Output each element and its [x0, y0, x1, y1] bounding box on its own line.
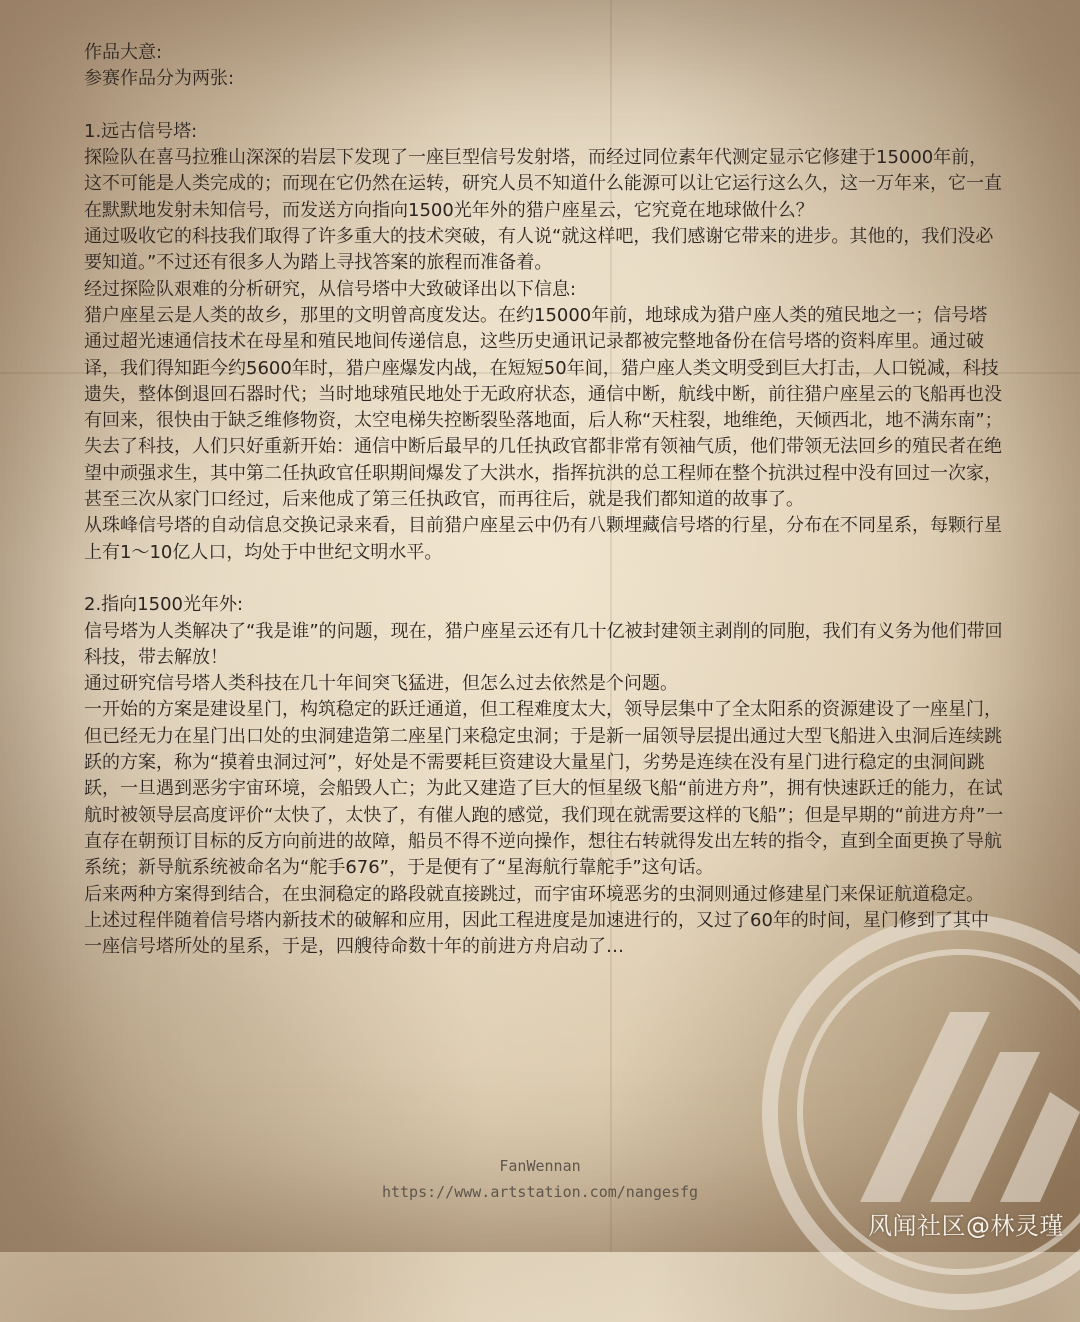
part2-title: 2.指向1500光年外: — [84, 594, 244, 616]
part1-paragraph: 猎户座星云是人类的故乡，那里的文明曾高度发达。在约15000年前，地球成为猎户座人类的殖民地之一；信号塔通过超光速通信技术在母星和殖民地间传递信息，这些历史通讯记录都被完整地备份在信号塔的资料库里。通过破译，我们得知距今约5600年时，猎户座爆发内战，在短短50年间，猎户座人类文明受到巨大打击，人口锐减，科技遗失，整体倒退回石器时代；当时地球殖民地处于无政府状态，通信中断，航线中断，前往猎户座星云的飞船再也没有回来，很快由于缺乏维修物资，太空电梯失控断裂坠落地面，后人称“天柱裂，地维绝，天倾西北，地不满东南”；失去了科技，人们只好重新开始：通信中断后最早的几任执政官都非常有领袖气质，他们带领无法回乡的殖民者在绝望中顽强求生，其中第二任执政官任职期间爆发了大洪水，指挥抗洪的总工程师在整个抗洪过程中没有回过一次家，甚至三次从家门口经过，后来他成了第三任执政官，而再往后，就是我们都知道的故事了。 — [84, 304, 1003, 511]
part2-paragraph: 上述过程伴随着信号塔内新技术的破解和应用，因此工程进度是加速进行的，又过了60年的时间，星门修到了其中一座信号塔所处的星系，于是，四艘待命数十年的前进方舟启动了… — [84, 909, 989, 958]
part1-paragraph: 探险队在喜马拉雅山深深的岩层下发现了一座巨型信号发射塔，而经过同位素年代测定显示它修建于15000年前，这不可能是人类完成的；而现在它仍然在运转，研究人员不知道什么能源可以让它运行这么久，这一万年来，它一直在默默地发射未知信号，而发送方向指向1500光年外的猎户座星云，它究竟在地球做什么？ — [84, 147, 1002, 221]
part1-title: 1.远古信号塔: — [84, 120, 198, 142]
part1-paragraph: 经过探险队艰难的分析研究，从信号塔中大致破译出以下信息: — [84, 278, 577, 300]
stamp-seal-icon — [750, 902, 1080, 1322]
intro-heading: 作品大意: — [84, 42, 163, 63]
document-body — [84, 40, 1004, 960]
artstation-url: https://www.artstation.com/nangesfg — [381, 1183, 699, 1201]
section-gap — [84, 566, 1004, 592]
intro-subheading: 参赛作品分为两张: — [84, 68, 235, 90]
part1-paragraph: 通过吸收它的科技我们取得了许多重大的技术突破，有人说“就这样吧，我们感谢它带来的进步。其他的，我们没必要知道。”不过还有很多人为踏上寻找答案的旅程而准备着。 — [84, 226, 994, 274]
part1-paragraph: 从珠峰信号塔的自动信息交换记录来看，目前猎户座星云中仍有八颗埋藏信号塔的行星，分布在不同星系，每颗行星上有1～10亿人口，均处于中世纪文明水平。 — [84, 515, 1002, 563]
part2-paragraph: 信号塔为人类解决了“我是谁”的问题，现在，猎户座星云还有几十亿被封建领主剥削的同胞，我们有义务为他们带回科技，带去解放！ — [84, 620, 1003, 668]
community-watermark: 风闻社区@林灵瑾 — [868, 1212, 1064, 1240]
author-name: FanWennan — [499, 1157, 581, 1175]
credits — [0, 1153, 1080, 1205]
part2-paragraph: 后来两种方案得到结合，在虫洞稳定的路段就直接跳过，而宇宙环境恶劣的虫洞则通过修建星门来保证航道稳定。 — [84, 883, 984, 905]
part2-paragraph: 通过研究信号塔人类科技在几十年间突飞猛进，但怎么过去依然是个问题。 — [84, 673, 678, 695]
section-gap — [84, 93, 1004, 119]
part2-paragraph: 一开始的方案是建设星门，构筑稳定的跃迁通道，但工程难度太大，领导层集中了全太阳系的资源建设了一座星门，但已经无力在星门出口处的虫洞建造第二座星门来稳定虫洞；于是新一届领导层提出通过大型飞船进入虫洞后连续跳跃的方案，称为“摸着虫洞过河”，好处是不需要耗巨资建设大量星门，劣势是连续在没有星门进行稳定的虫洞间跳跃，一旦遇到恶劣宇宙环境，会船毁人亡；为此又建造了巨大的恒星级飞船“前进方舟”，拥有快速跃迁的能力，在试航时被领导层高度评价“太快了，太快了，有催人跑的感觉，我们现在就需要这样的飞船”；但是早期的“前进方舟”一直存在朝预订目标的反方向前进的故障，船员不得不逆向操作，想往右转就得发出左转的指令，直到全面更换了导航系统；新导航系统被命名为“舵手676”，于是便有了“星海航行靠舵手”这句话。 — [84, 699, 1004, 879]
